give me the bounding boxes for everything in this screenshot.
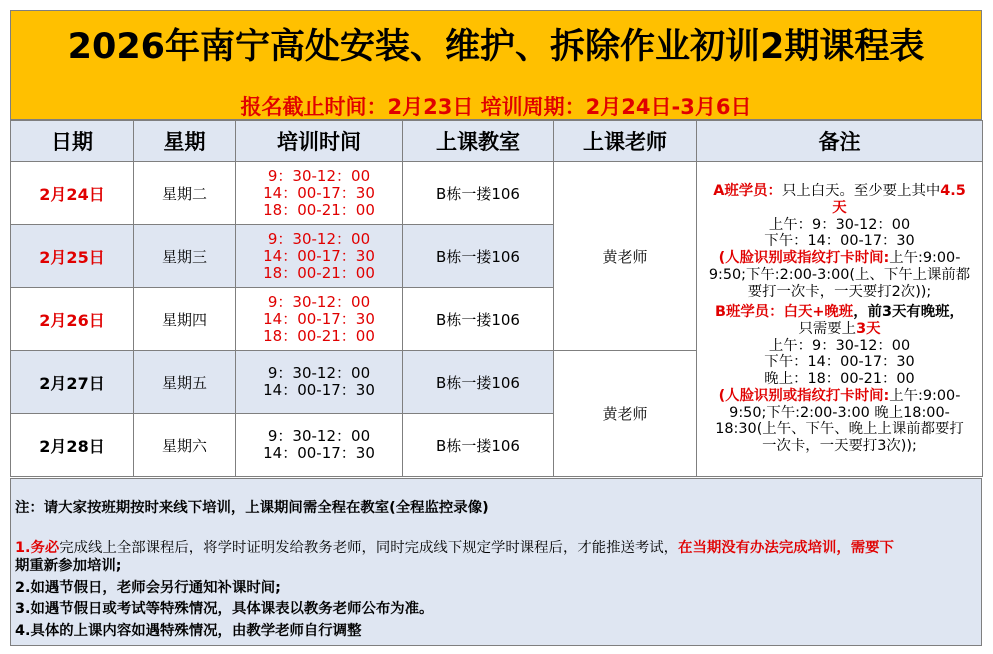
footer-item-1-prefix: 1.务必 <box>15 540 60 556</box>
date-cell: 2月28日 <box>11 414 134 477</box>
class-b-checkin-label: (人脸识别或指纹打卡时间: <box>718 387 890 404</box>
class-a-checkin-text: 上午:9:00- <box>889 250 961 267</box>
class-b-requirement: 只需要上 <box>798 321 857 337</box>
time-slot: 9：30-12：00 <box>267 166 371 185</box>
class-a-checkin-text: 9:50;下午:2:00-3:00(上、下午上课前都 <box>708 266 971 283</box>
date-cell: 2月25日 <box>11 225 134 288</box>
footer-item-2: 2.如遇节假日，老师会另行通知补课时间; <box>15 580 281 596</box>
class-b-afternoon: 下午：14：00-17：30 <box>764 354 915 371</box>
time-slot: 9：30-12：00 <box>267 364 371 382</box>
weekday-cell: 星期二 <box>134 162 236 225</box>
time-slot: 18：00-21：00 <box>263 200 375 219</box>
weekday-cell: 星期三 <box>134 225 236 288</box>
time-slot: 9：30-12：00 <box>267 292 371 311</box>
class-b-checkin-text: 9:50;下午:2:00-3:00 晚上18:00- <box>729 404 950 421</box>
room-cell: B栋一搂106 <box>403 414 554 477</box>
weekday-cell: 星期六 <box>134 414 236 477</box>
footer-notes <box>10 478 982 646</box>
date-cell: 2月26日 <box>11 288 134 351</box>
class-a-label: A班学员： <box>713 183 782 200</box>
class-a-checkin-label: (人脸识别或指纹打卡时间: <box>718 250 890 267</box>
footer-attendance-note: 注：请大家按班期按时来线下培训，上课期间需全程在教室(全程监控录像) <box>15 500 489 516</box>
footer-item-3: 3.如遇节假日或考试等特殊情况，具体课表以教务老师公布为准。 <box>15 601 434 617</box>
time-slot: 14：00-17：30 <box>263 444 375 462</box>
time-cell <box>236 225 403 288</box>
time-slot: 9：30-12：00 <box>267 229 371 248</box>
footer-item-1-cont: 期重新参加培训; <box>15 558 122 574</box>
column-header-notes: 备注 <box>697 121 983 162</box>
date-cell: 2月24日 <box>11 162 134 225</box>
class-a-morning: 上午：9：30-12：00 <box>768 216 911 233</box>
footer-item-4: 4.具体的上课内容如遇特殊情况，由教学老师自行调整 <box>15 623 362 639</box>
date-cell: 2月27日 <box>11 351 134 414</box>
footer-item-1-text: 完成线上全部课程后，将学时证明发给教务老师，同时完成线下规定学时课程后，才能推送考试， <box>59 540 679 556</box>
class-b-checkin-text: 一次卡，一天要打3次)); <box>762 437 917 454</box>
teacher-cell: 黄老师 <box>554 162 697 351</box>
weekday-cell: 星期五 <box>134 351 236 414</box>
notes-cell <box>697 162 983 477</box>
class-b-separator: ， <box>853 304 868 321</box>
column-header-room: 上课教室 <box>403 121 554 162</box>
time-cell <box>236 288 403 351</box>
class-a-days-unit: 天 <box>832 200 847 217</box>
column-header-weekday: 星期 <box>134 121 236 162</box>
teacher-cell: 黄老师 <box>554 351 697 477</box>
class-a-checkin-text: 要打一次卡，一天要打2次)); <box>747 283 932 300</box>
weekday-cell: 星期四 <box>134 288 236 351</box>
class-b-label: B班学员：白天+晚班 <box>715 304 854 321</box>
time-slot: 14：00-17：30 <box>263 309 375 328</box>
time-slot: 18：00-21：00 <box>263 263 375 282</box>
class-b-evening: 晚上：18：00-21：00 <box>764 371 915 388</box>
class-b-checkin-text: 上午:9:00- <box>889 387 961 404</box>
column-header-date: 日期 <box>11 121 134 162</box>
schedule-table <box>10 120 983 477</box>
room-cell: B栋一搂106 <box>403 351 554 414</box>
class-a-requirement: 只上白天。至少要上其中 <box>781 183 941 200</box>
class-a-afternoon: 下午：14：00-17：30 <box>764 233 915 250</box>
footer-item-1 <box>15 539 894 557</box>
time-cell <box>236 414 403 477</box>
time-slot: 14：00-17：30 <box>263 381 375 399</box>
footer-item-1-warning: 在当期没有办法完成培训，需要下 <box>678 540 894 556</box>
time-slot: 14：00-17：30 <box>263 183 375 202</box>
page-title: 2026年南宁高处安装、维护、拆除作业初训2期课程表 <box>67 27 925 67</box>
room-cell: B栋一搂106 <box>403 225 554 288</box>
time-cell <box>236 351 403 414</box>
header-banner <box>10 10 982 120</box>
page-subtitle: 报名截止时间：2月23日 培训周期：2月24日-3月6日 <box>240 95 752 119</box>
table-row <box>11 162 983 225</box>
table-header-row <box>11 121 983 162</box>
room-cell: B栋一搂106 <box>403 288 554 351</box>
class-b-requirement: 前3天有晚班， <box>867 304 964 321</box>
class-b-days: 3天 <box>856 321 881 337</box>
column-header-teacher: 上课老师 <box>554 121 697 162</box>
class-a-days: 4.5 <box>940 183 966 200</box>
time-slot: 18：00-21：00 <box>263 326 375 345</box>
time-slot: 9：30-12：00 <box>267 427 371 445</box>
room-cell: B栋一搂106 <box>403 162 554 225</box>
time-slot: 14：00-17：30 <box>263 246 375 265</box>
class-b-checkin-text: 18:30(上午、下午、晚上上课前都要打 <box>715 421 964 438</box>
class-b-morning: 上午：9：30-12：00 <box>768 337 911 354</box>
time-cell <box>236 162 403 225</box>
column-header-time: 培训时间 <box>236 121 403 162</box>
